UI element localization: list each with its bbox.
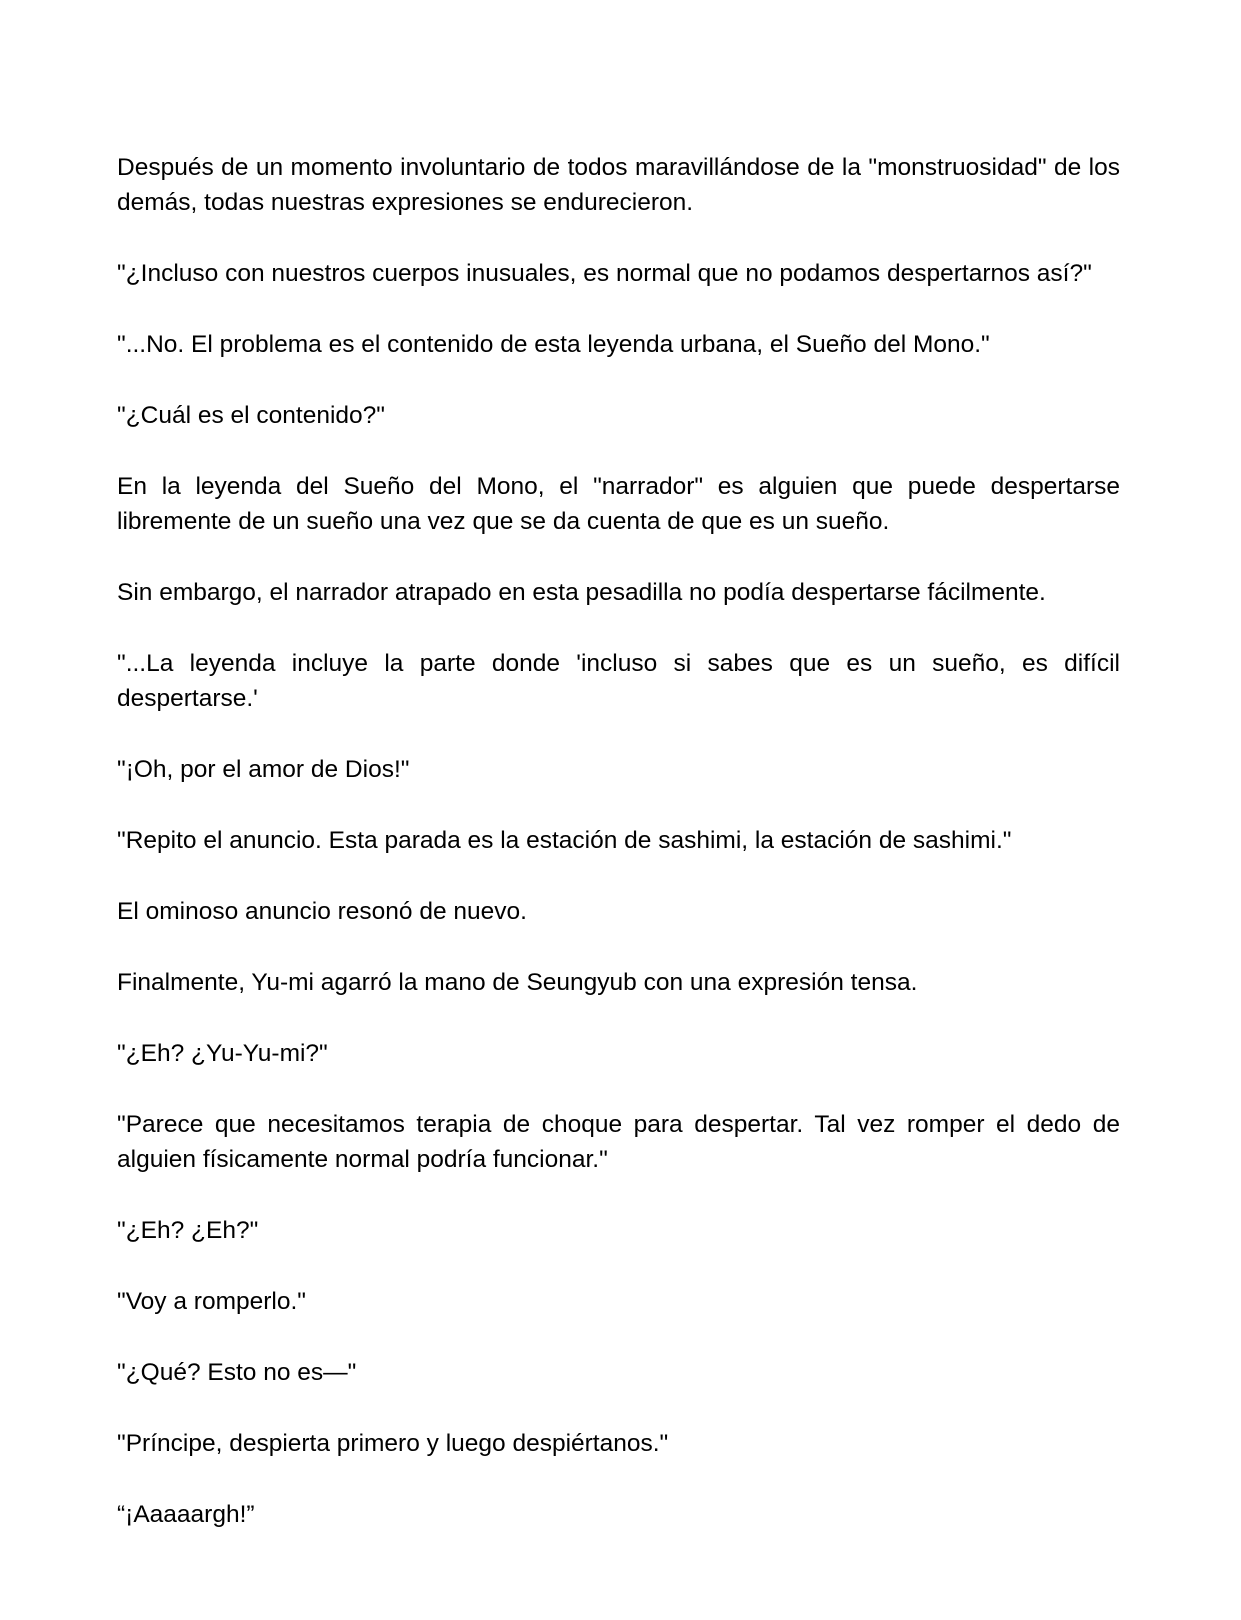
- paragraph-12: "¿Eh? ¿Yu-Yu-mi?": [117, 1040, 328, 1067]
- paragraph-7: "...La leyenda incluye la parte donde 'incluso si sabes que es un sueño, es difícil despertarse.': [117, 650, 1120, 712]
- paragraph-13: "Parece que necesitamos terapia de choque para despertar. Tal vez romper el dedo de alguien físicamente normal podría funcionar.": [117, 1111, 1120, 1173]
- document-body: [117, 150, 1120, 1568]
- paragraph-1: Después de un momento involuntario de todos maravillándose de la "monstruosidad" de los demás, todas nuestras expresiones se endurecieron.: [117, 154, 1120, 216]
- paragraph-16: "¿Qué? Esto no es—": [117, 1359, 357, 1386]
- paragraph-18: “¡Aaaaargh!”: [117, 1501, 255, 1528]
- paragraph-5: En la leyenda del Sueño del Mono, el "narrador" es alguien que puede despertarse libremente de un sueño una vez que se da cuenta de que es un sueño.: [117, 473, 1120, 535]
- paragraph-9: "Repito el anuncio. Esta parada es la estación de sashimi, la estación de sashimi.": [117, 827, 1012, 854]
- paragraph-3: "...No. El problema es el contenido de esta leyenda urbana, el Sueño del Mono.": [117, 331, 990, 358]
- paragraph-2: "¿Incluso con nuestros cuerpos inusuales, es normal que no podamos despertarnos así?": [117, 260, 1092, 287]
- paragraph-8: "¡Oh, por el amor de Dios!": [117, 756, 410, 783]
- paragraph-17: "Príncipe, despierta primero y luego despiértanos.": [117, 1430, 669, 1457]
- paragraph-15: "Voy a romperlo.": [117, 1288, 306, 1315]
- paragraph-11: Finalmente, Yu-mi agarró la mano de Seungyub con una expresión tensa.: [117, 969, 918, 996]
- paragraph-14: "¿Eh? ¿Eh?": [117, 1217, 259, 1244]
- paragraph-6: Sin embargo, el narrador atrapado en esta pesadilla no podía despertarse fácilmente.: [117, 579, 1046, 606]
- paragraph-4: "¿Cuál es el contenido?": [117, 402, 385, 429]
- paragraph-10: El ominoso anuncio resonó de nuevo.: [117, 898, 527, 925]
